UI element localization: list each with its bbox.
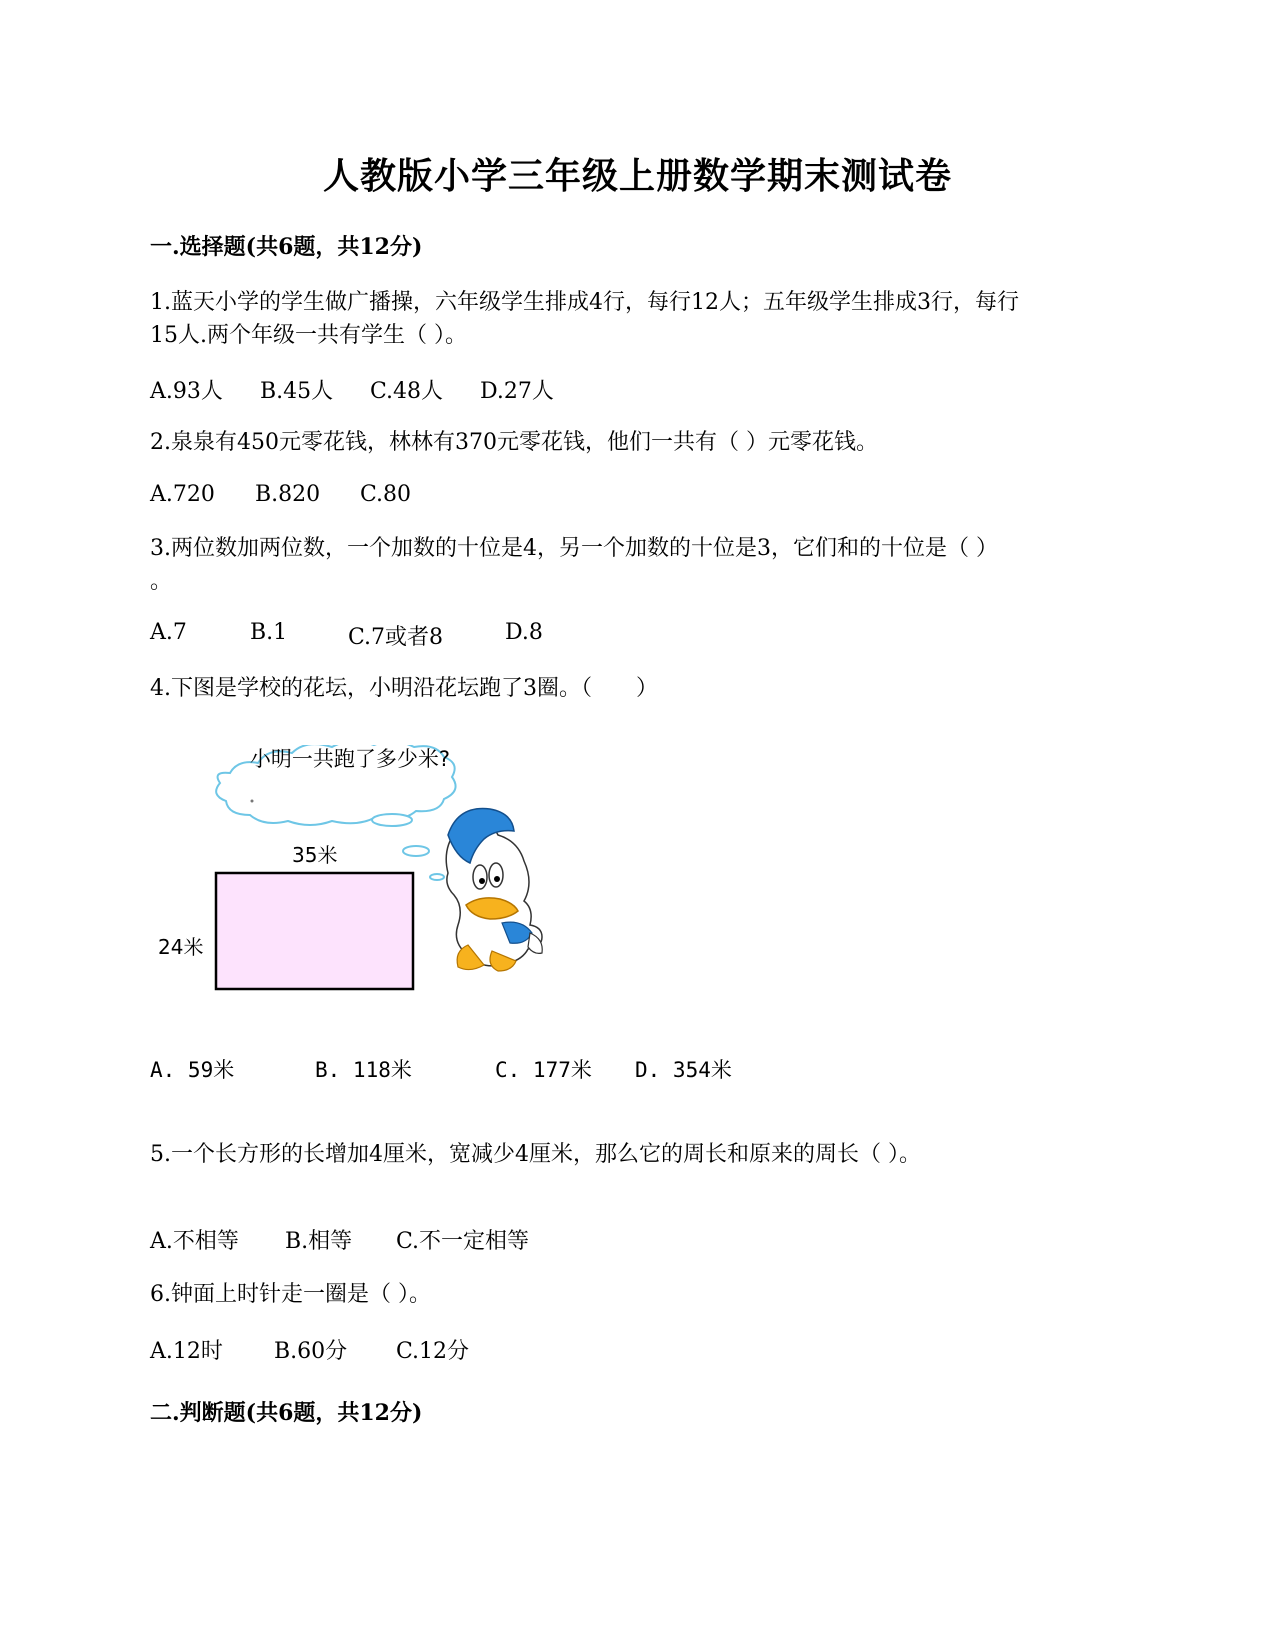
question-1-line-1: 1.蓝天小学的学生做广播操，六年级学生排成4行，每行12人；五年级学生排成3行，每行	[150, 290, 1019, 315]
option-c[interactable]: C.80	[360, 482, 412, 507]
option-b[interactable]: B.相等	[285, 1229, 353, 1254]
option-d[interactable]: D. 354米	[635, 1058, 732, 1082]
cloud-question-text: 小明一共跑了多少米?	[249, 747, 451, 771]
option-b[interactable]: B.60分	[274, 1339, 348, 1364]
option-c[interactable]: C.7或者8	[348, 625, 444, 650]
option-b[interactable]: B.45人	[260, 379, 334, 404]
width-label: 24米	[158, 935, 204, 959]
duck-icon	[446, 809, 542, 971]
option-d[interactable]: D.8	[505, 620, 543, 645]
option-c[interactable]: C.不一定相等	[396, 1229, 530, 1254]
question-3-line-2: 。	[150, 569, 173, 594]
option-a[interactable]: A.93人	[150, 379, 223, 404]
flowerbed-figure	[150, 745, 590, 1045]
length-label: 35米	[292, 843, 338, 867]
option-b[interactable]: B.1	[250, 620, 288, 645]
option-c[interactable]: C. 177米	[495, 1058, 592, 1082]
option-b[interactable]: B. 118米	[315, 1058, 412, 1082]
section-heading-judge: 二.判断题(共6题，共12分)	[150, 1400, 423, 1426]
page-title: 人教版小学三年级上册数学期末测试卷	[322, 155, 952, 197]
option-d[interactable]: D.27人	[480, 379, 554, 404]
question-6-line-1: 6.钟面上时针走一圈是（ ）。	[150, 1282, 431, 1307]
option-a[interactable]: A.7	[150, 620, 187, 645]
flowerbed-illustration	[150, 745, 590, 1045]
question-4-line-1: 4.下图是学校的花坛，小明沿花坛跑了3圈。（ ）	[150, 676, 658, 701]
thought-bubble-icon	[430, 874, 444, 880]
option-a[interactable]: A.12时	[150, 1339, 223, 1364]
question-3	[150, 532, 1125, 598]
question-1	[150, 286, 1125, 352]
option-a[interactable]: A.不相等	[150, 1229, 239, 1254]
flowerbed-rectangle	[216, 873, 413, 989]
thought-bubble-icon	[403, 846, 429, 856]
question-3-line-1: 3.两位数加两位数，一个加数的十位是4，另一个加数的十位是3，它们和的十位是（ ）	[150, 536, 998, 561]
option-c[interactable]: C.12分	[396, 1339, 470, 1364]
question-4	[150, 672, 1125, 705]
question-2-line-1: 2.泉泉有450元零花钱，林林有370元零花钱，他们一共有（ ）元零花钱。	[150, 430, 878, 455]
thought-bubble-icon	[372, 814, 412, 826]
option-a[interactable]: A. 59米	[150, 1058, 235, 1082]
option-b[interactable]: B.820	[255, 482, 321, 507]
option-a[interactable]: A.720	[150, 482, 215, 507]
section-heading-choice: 一.选择题(共6题，共12分)	[150, 234, 423, 260]
question-6	[150, 1278, 1125, 1311]
question-5-line-1: 5.一个长方形的长增加4厘米，宽减少4厘米，那么它的周长和原来的周长（ ）。	[150, 1142, 921, 1167]
question-1-line-2: 15人.两个年级一共有学生（ ）。	[150, 323, 467, 348]
question-2	[150, 426, 1125, 459]
question-5	[150, 1138, 1125, 1171]
option-c[interactable]: C.48人	[370, 379, 444, 404]
